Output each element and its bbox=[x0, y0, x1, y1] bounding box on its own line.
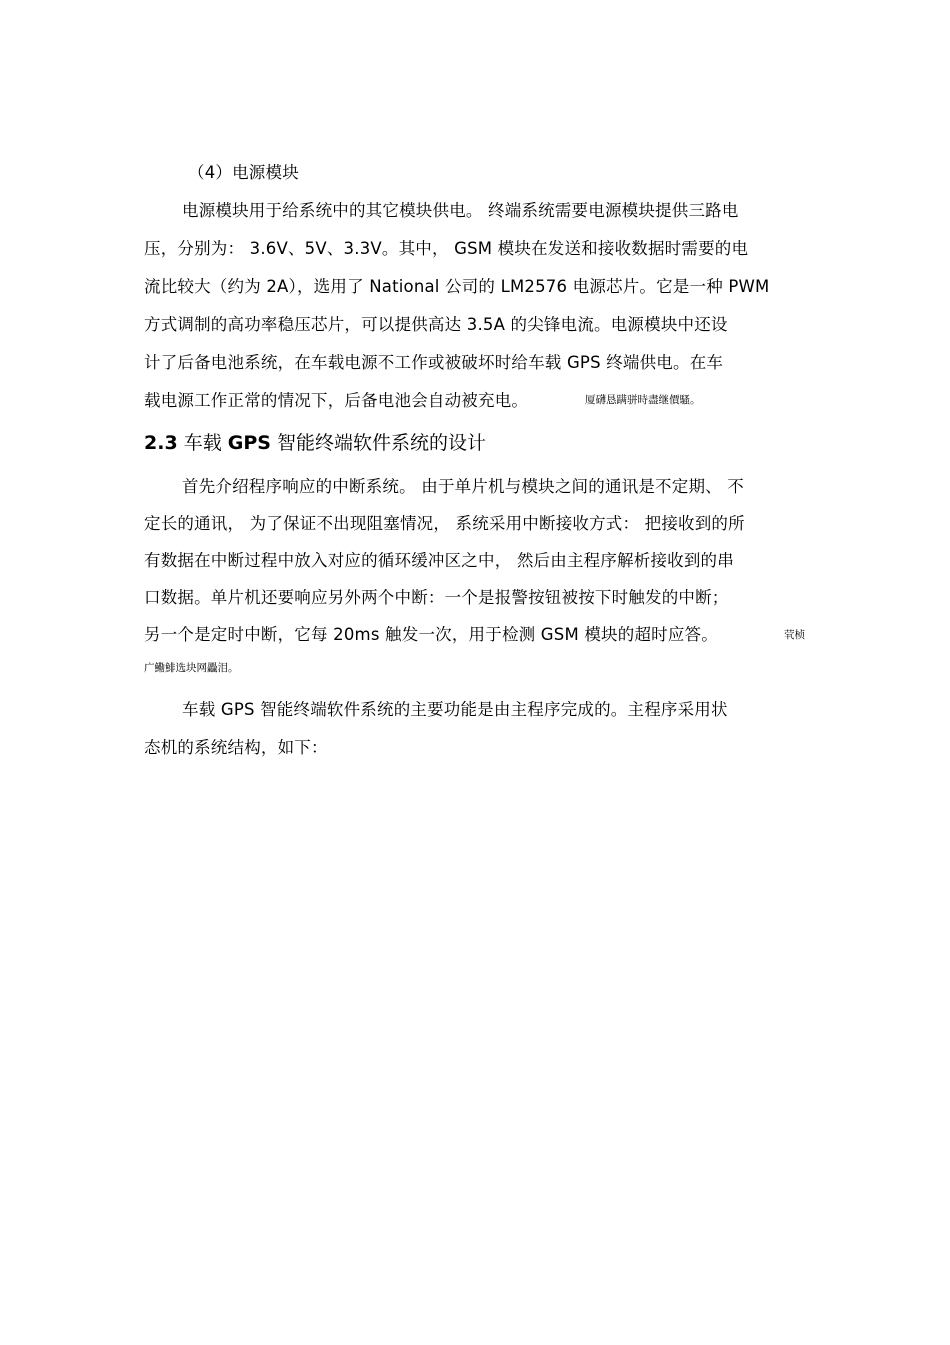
paragraph-line: 另一个是定时中断，它每 20ms 触发一次，用于检测 GSM 模块的超时应答。 bbox=[144, 625, 718, 644]
section-number: 2.3 bbox=[144, 432, 178, 454]
paragraph-line: 压，分别为： 3.6V、5V、3.3V。其中， GSM 模块在发送和接收数据时需要的电 bbox=[144, 239, 749, 258]
heading-text-pre: 车载 bbox=[177, 432, 228, 454]
paragraph-line: 首先介绍程序响应的中断系统。 由于单片机与模块之间的通讯是不定期、 不 bbox=[182, 477, 744, 496]
garbled-note: 广鰳鯡选块网飍泪。 bbox=[144, 662, 239, 674]
subsection-title: （4）电源模块 bbox=[188, 163, 299, 182]
garbled-note: 厦礴恳蹒骈時盡继價騷。 bbox=[585, 394, 701, 406]
paragraph-line: 车载 GPS 智能终端软件系统的主要功能是由主程序完成的。主程序采用状 bbox=[182, 700, 728, 719]
paragraph-line: 流比较大（约为 2A），选用了 National 公司的 LM2576 电源芯片。它是一种 PWM bbox=[144, 277, 770, 296]
heading-gps: GPS bbox=[227, 432, 271, 454]
paragraph-line: 电源模块用于给系统中的其它模块供电。 终端系统需要电源模块提供三路电 bbox=[182, 201, 739, 220]
paragraph-line: 载电源工作正常的情况下，后备电池会自动被充电。 bbox=[144, 391, 529, 410]
paragraph-line: 口数据。单片机还要响应另外两个中断：一个是报警按钮被按下时触发的中断； bbox=[144, 588, 729, 607]
paragraph-line: 态机的系统结构，如下： bbox=[144, 738, 328, 757]
paragraph-line: 定长的通讯， 为了保证不出现阻塞情况， 系统采用中断接收方式： 把接收到的所 bbox=[144, 514, 745, 533]
paragraph-line: 计了后备电池系统，在车载电源不工作或被破坏时给车载 GPS 终端供电。在车 bbox=[144, 353, 724, 372]
garbled-note: 茕桢 bbox=[784, 629, 805, 641]
section-heading bbox=[144, 431, 486, 455]
paragraph-line: 方式调制的高功率稳压芯片，可以提供高达 3.5A 的尖锋电流。电源模块中还设 bbox=[144, 315, 728, 334]
heading-text-post: 智能终端软件系统的设计 bbox=[270, 432, 487, 454]
paragraph-line: 有数据在中断过程中放入对应的循环缓冲区之中， 然后由主程序解析接收到的串 bbox=[144, 551, 734, 570]
